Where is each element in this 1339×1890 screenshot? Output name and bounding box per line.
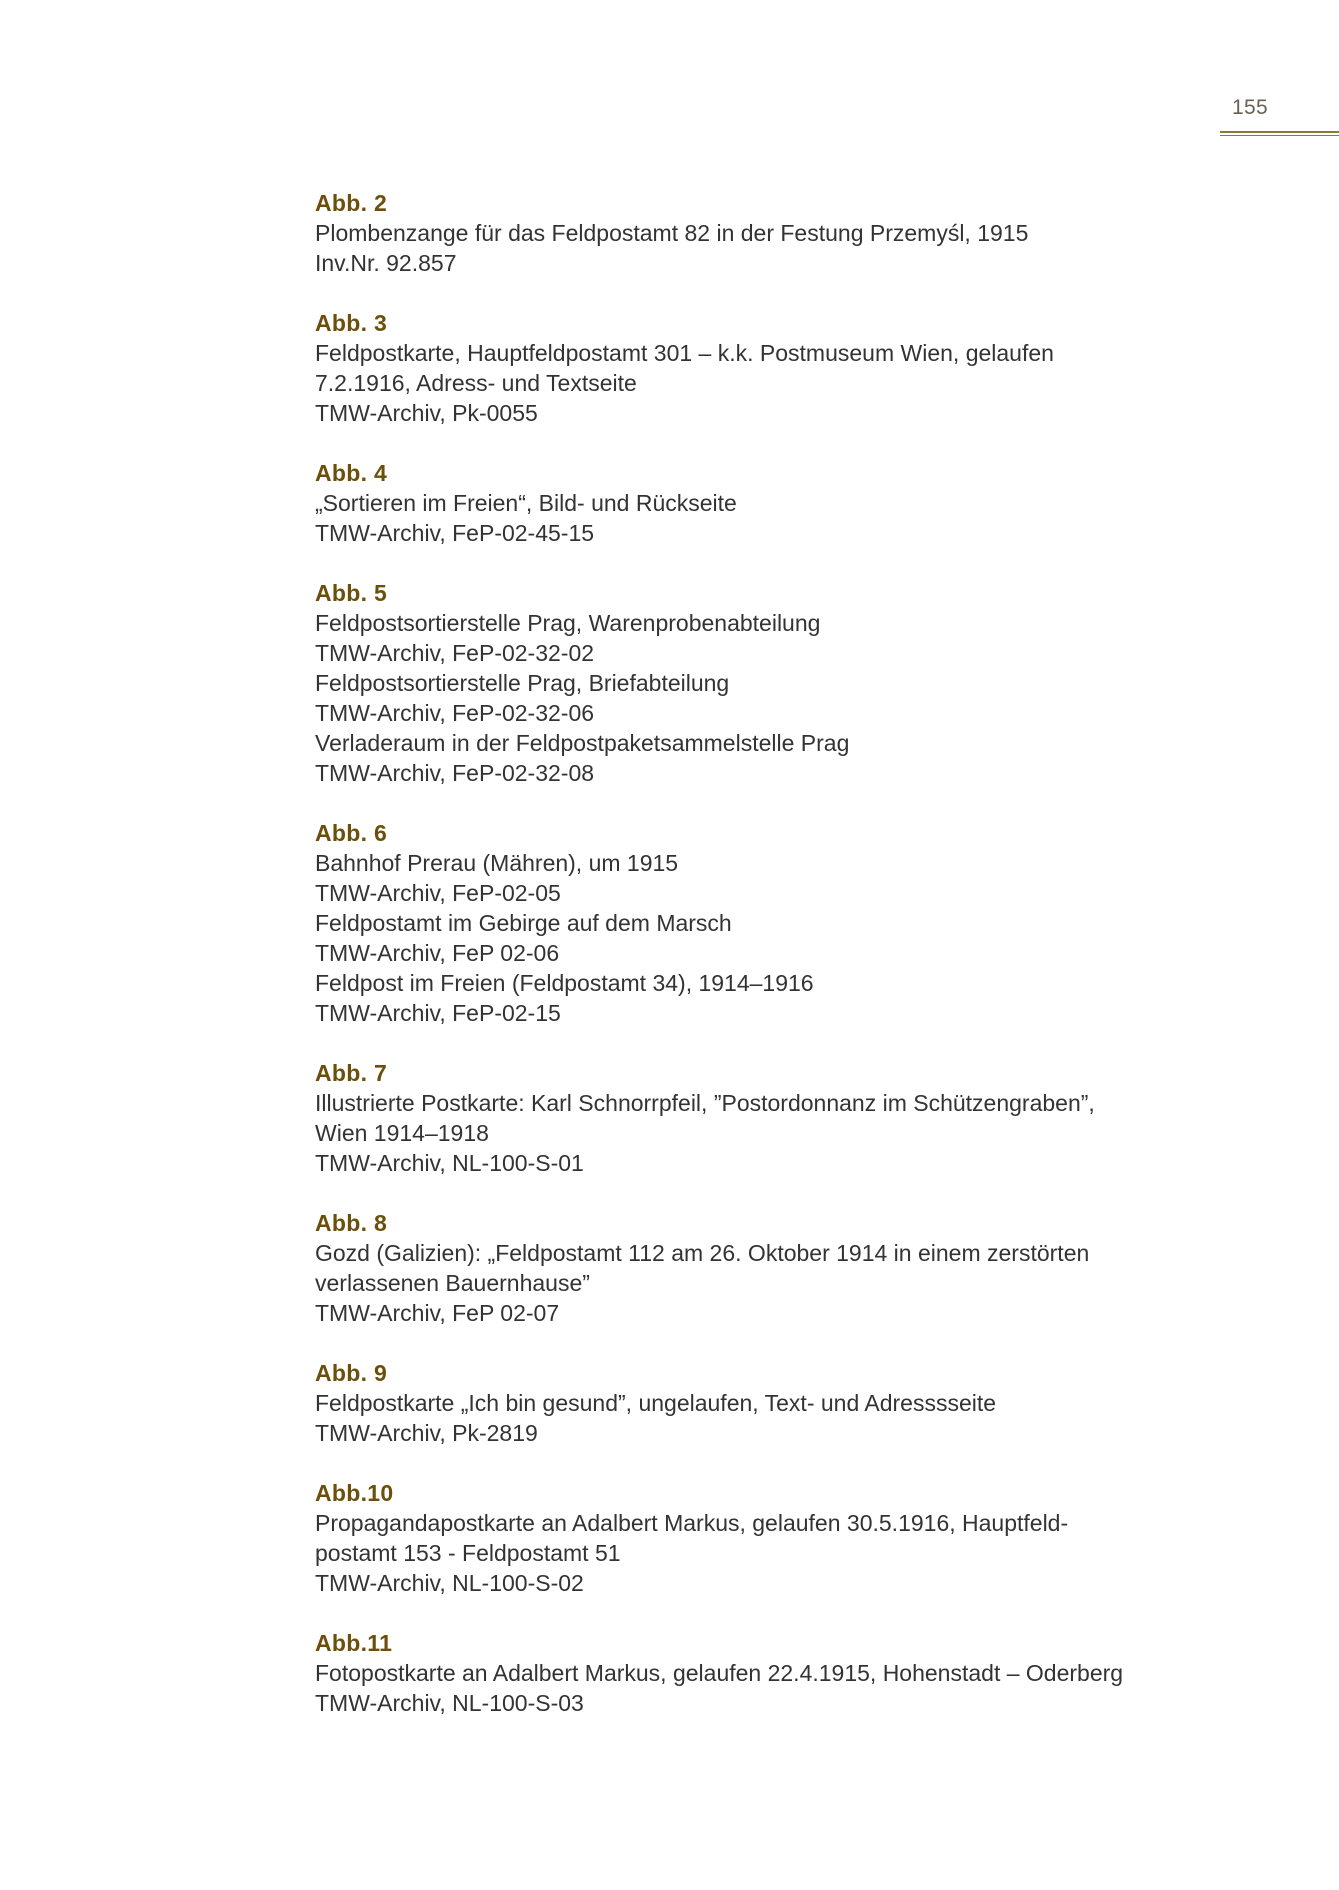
caption-line: Feldpostsortierstelle Prag, Warenprobenabteilung xyxy=(315,610,821,636)
caption-line: „Sortieren im Freien“, Bild- und Rückseite xyxy=(315,490,737,516)
caption-line: TMW-Archiv, FeP-02-15 xyxy=(315,1000,561,1026)
caption-entry xyxy=(315,458,1315,548)
caption-line: TMW-Archiv, FeP-02-32-02 xyxy=(315,640,595,666)
caption-line: Bahnhof Prerau (Mähren), um 1915 xyxy=(315,850,679,876)
caption-list xyxy=(315,188,1315,1748)
caption-line: TMW-Archiv, FeP 02-07 xyxy=(315,1300,560,1326)
caption-line: verlassenen Bauernhause” xyxy=(315,1270,590,1296)
caption-line: TMW-Archiv, FeP 02-06 xyxy=(315,940,560,966)
caption-line: TMW-Archiv, NL-100-S-02 xyxy=(315,1570,584,1596)
header-rule-top xyxy=(1220,131,1339,133)
caption-title: Abb. 3 xyxy=(315,310,388,336)
caption-line: Illustrierte Postkarte: Karl Schnorrpfeil, ”Postordonnanz im Schützengraben”, xyxy=(315,1090,1095,1116)
caption-title: Abb. 4 xyxy=(315,460,388,486)
caption-line: TMW-Archiv, FeP-02-32-06 xyxy=(315,700,595,726)
caption-title: Abb. 7 xyxy=(315,1060,388,1086)
caption-entry xyxy=(315,1478,1315,1598)
caption-line: TMW-Archiv, NL-100-S-03 xyxy=(315,1690,584,1716)
caption-line: TMW-Archiv, FeP-02-05 xyxy=(315,880,561,906)
caption-title: Abb. 6 xyxy=(315,820,388,846)
caption-line: TMW-Archiv, Pk-0055 xyxy=(315,400,538,426)
caption-line: Feldpostkarte, Hauptfeldpostamt 301 – k.k. Postmuseum Wien, gelaufen xyxy=(315,340,1054,366)
caption-title: Abb. 5 xyxy=(315,580,388,606)
caption-line: Fotopostkarte an Adalbert Markus, gelaufen 22.4.1915, Hohenstadt – Oderberg xyxy=(315,1660,1124,1686)
caption-entry xyxy=(315,818,1315,1028)
caption-entry xyxy=(315,1358,1315,1448)
caption-line: TMW-Archiv, NL-100-S-01 xyxy=(315,1150,584,1176)
caption-line: Feldpostamt im Gebirge auf dem Marsch xyxy=(315,910,732,936)
caption-entry xyxy=(315,188,1315,278)
caption-entry xyxy=(315,1208,1315,1328)
caption-entry xyxy=(315,308,1315,428)
caption-line: Feldpost im Freien (Feldpostamt 34), 1914–1916 xyxy=(315,970,814,996)
caption-line: 7.2.1916, Adress- und Textseite xyxy=(315,370,637,396)
caption-line: Plombenzange für das Feldpostamt 82 in der Festung Przemyśl, 1915 xyxy=(315,220,1029,246)
caption-line: Propagandapostkarte an Adalbert Markus, gelaufen 30.5.1916, Hauptfeld- xyxy=(315,1510,1069,1536)
caption-line: TMW-Archiv, Pk-2819 xyxy=(315,1420,538,1446)
header-rule-bottom xyxy=(1220,135,1339,136)
caption-entry xyxy=(315,1058,1315,1178)
caption-line: Feldpostsortierstelle Prag, Briefabteilung xyxy=(315,670,730,696)
caption-line: Inv.Nr. 92.857 xyxy=(315,250,457,276)
caption-title: Abb.11 xyxy=(315,1630,393,1656)
caption-entry xyxy=(315,578,1315,788)
caption-entry xyxy=(315,1628,1315,1718)
caption-title: Abb. 2 xyxy=(315,190,388,216)
caption-title: Abb.10 xyxy=(315,1480,394,1506)
caption-line: Feldpostkarte „Ich bin gesund”, ungelaufen, Text- und Adresssseite xyxy=(315,1390,997,1416)
caption-line: postamt 153 - Feldpostamt 51 xyxy=(315,1540,621,1566)
caption-line: Wien 1914–1918 xyxy=(315,1120,489,1146)
caption-title: Abb. 8 xyxy=(315,1210,388,1236)
caption-line: TMW-Archiv, FeP-02-32-08 xyxy=(315,760,595,786)
caption-line: TMW-Archiv, FeP-02-45-15 xyxy=(315,520,595,546)
page-number: 155 xyxy=(1232,96,1268,119)
caption-title: Abb. 9 xyxy=(315,1360,388,1386)
caption-line: Gozd (Galizien): „Feldpostamt 112 am 26. Oktober 1914 in einem zerstörten xyxy=(315,1240,1090,1266)
caption-line: Verladeraum in der Feldpostpaketsammelstelle Prag xyxy=(315,730,850,756)
